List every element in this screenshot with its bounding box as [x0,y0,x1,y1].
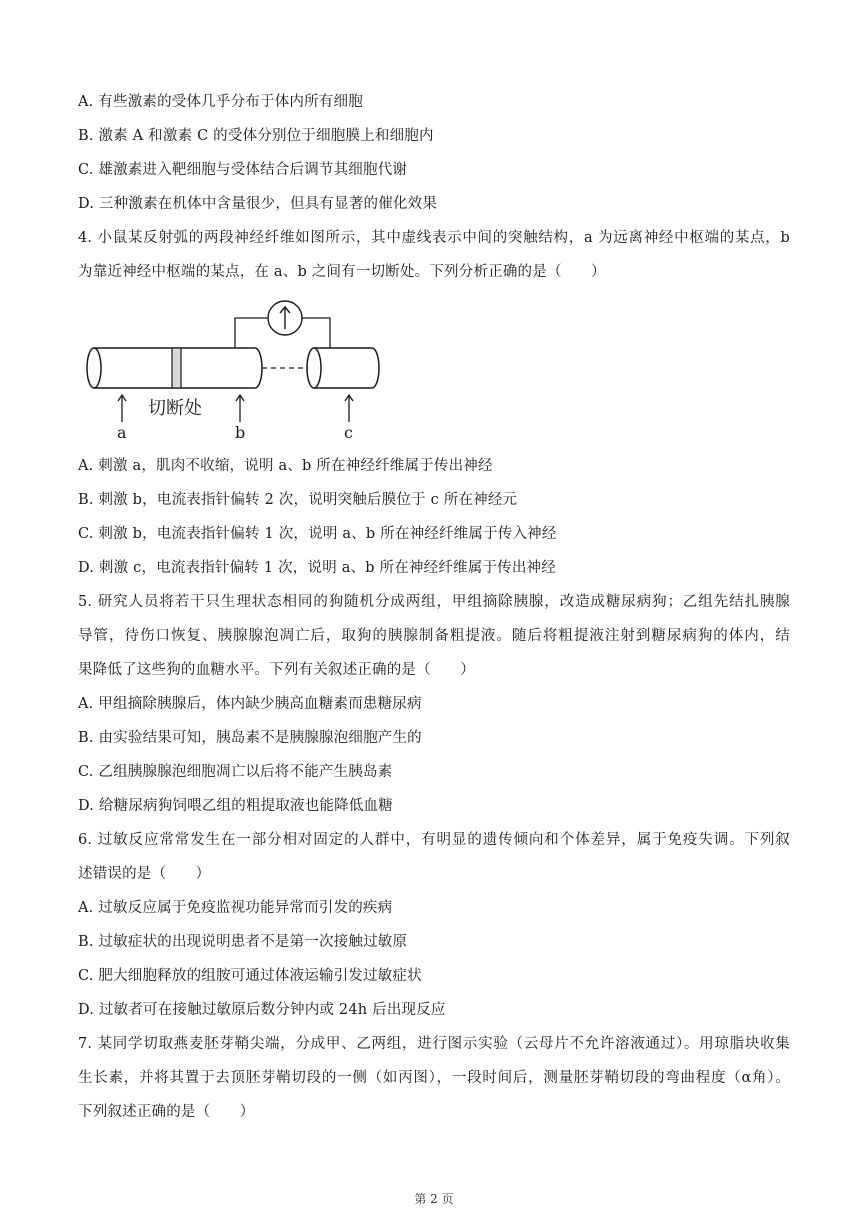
question-7-stem-line2: 生长素，并将其置于去顶胚芽鞘切段的一侧（如丙图），一段时间后，测量胚芽鞘切段的弯曲程度（α角）。 [78,1070,790,1086]
option-6c: C. 肥大细胞释放的组胺可通过体液运输引发过敏症状 [78,968,422,984]
option-5d: D. 给糖尿病狗饲喂乙组的粗提取液也能降低血糖 [78,798,393,814]
question-4-stem-line2: 为靠近神经中枢端的某点，在 a、b 之间有一切断处。下列分析正确的是（ ） [78,264,606,280]
question-7-stem-line3: 下列叙述正确的是（ ） [78,1104,255,1120]
point-b-label: b [235,423,246,442]
question-6-stem-line1: 6. 过敏反应常常发生在一部分相对固定的人群中，有明显的遗传倾向和个体差异，属于免疫失调。下列叙 [78,832,790,848]
question-4-stem-line1: 4. 小鼠某反射弧的两段神经纤维如图所示，其中虚线表示中间的突触结构，a 为远离神经中枢端的某点，b [78,230,790,246]
option-4a: A. 刺激 a，肌肉不收缩，说明 a、b 所在神经纤维属于传出神经 [78,458,493,474]
right-nerve-fiber [307,348,379,388]
galvanometer-icon [268,301,302,335]
option-4c: C. 刺激 b，电流表指针偏转 1 次，说明 a、b 所在神经纤维属于传入神经 [78,526,557,542]
question-7-stem-line1: 7. 某同学切取燕麦胚芽鞘尖端，分成甲、乙两组，进行图示实验（云母片不允许溶液通过）。用琼脂块收集 [78,1036,790,1052]
page-number: 第 2 页 [414,1192,454,1206]
option-3b: B. 激素 A 和激素 C 的受体分别位于细胞膜上和细胞内 [78,128,434,144]
option-3d: D. 三种激素在机体中含量很少，但具有显著的催化效果 [78,196,438,212]
question-5-stem-line3: 果降低了这些狗的血糖水平。下列有关叙述正确的是（ ） [78,662,475,678]
question-5-stem-line1: 5. 研究人员将若干只生理状态相同的狗随机分成两组，甲组摘除胰腺，改造成糖尿病狗；乙组先结扎胰腺 [78,594,790,610]
cut-region [172,348,181,388]
option-3c: C. 雄激素进入靶细胞与受体结合后调节其细胞代谢 [78,162,408,178]
option-6a: A. 过敏反应属于免疫监视功能异常而引发的疾病 [78,900,393,916]
option-3a: A. 有些激素的受体几乎分布于体内所有细胞 [78,94,363,110]
option-6b: B. 过敏症状的出现说明患者不是第一次接触过敏原 [78,934,408,950]
option-6d: D. 过敏者可在接触过敏原后数分钟内或 24h 后出现反应 [78,1002,446,1018]
point-a-label: a [117,423,127,442]
option-4b: B. 刺激 b，电流表指针偏转 2 次，说明突触后膜位于 c 所在神经元 [78,492,518,508]
option-5b: B. 由实验结果可知，胰岛素不是胰腺腺泡细胞产生的 [78,730,422,746]
option-4d: D. 刺激 c，电流表指针偏转 1 次，说明 a、b 所在神经纤维属于传出神经 [78,560,556,576]
question-6-stem-line2: 述错误的是（ ） [78,866,211,882]
cut-label: 切断处 [148,398,202,419]
point-c-label: c [344,423,353,442]
question-5-stem-line2: 导管，待伤口恢复、胰腺腺泡凋亡后，取狗的胰腺制备粗提液。随后将粗提液注射到糖尿病狗的体内，结 [78,628,790,644]
option-5a: A. 甲组摘除胰腺后，体内缺少胰高血糖素而患糖尿病 [78,696,422,712]
meter-wires [235,318,330,348]
left-fiber-end [87,348,101,388]
option-5c: C. 乙组胰腺腺泡细胞凋亡以后将不能产生胰岛素 [78,764,393,780]
nerve-fiber-diagram [78,296,388,444]
